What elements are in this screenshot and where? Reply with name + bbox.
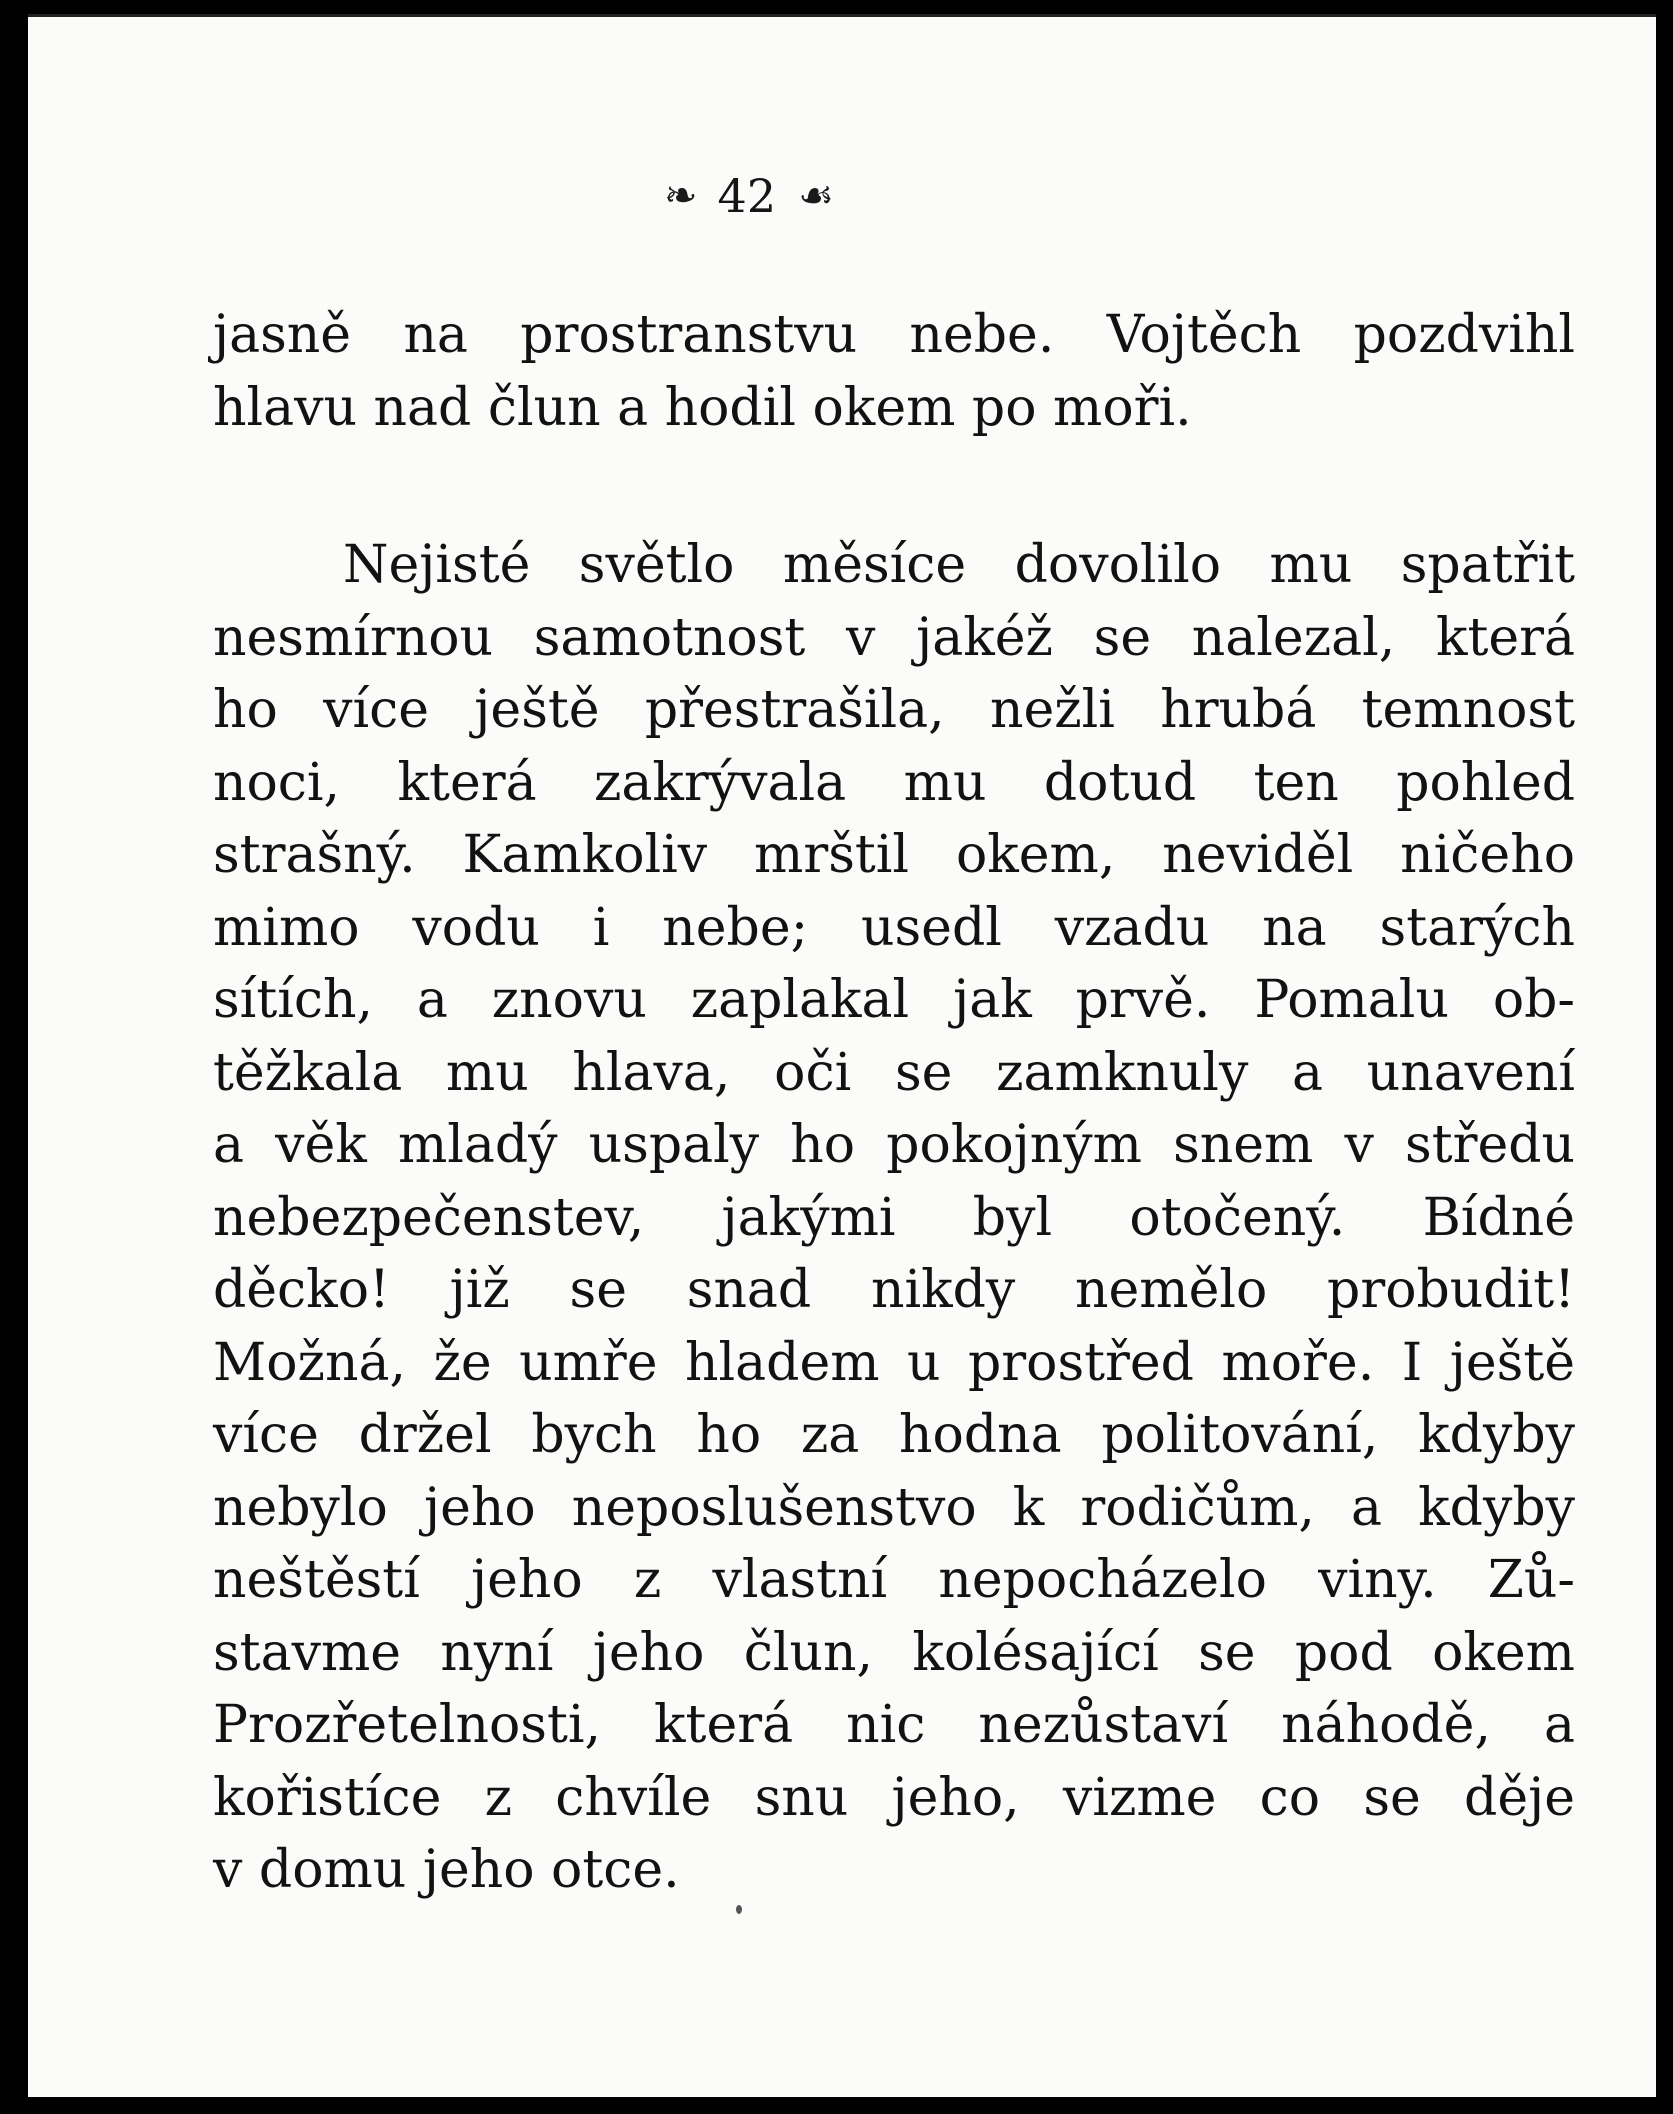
ornament-right-icon: ☙ <box>798 173 832 219</box>
book-page <box>28 14 1656 2097</box>
text-line: děcko! již se snad nikdy nemělo probudit! <box>213 1260 1575 1320</box>
text-line: Možná, že umře hladem u prostřed moře. I ještě <box>213 1332 1575 1393</box>
body-text <box>213 299 1575 1907</box>
text-line: neštěstí jeho z vlastní nepocházelo viny. Zů- <box>213 1550 1575 1610</box>
text-line: ho více ještě přestrašila, nežli hrubá temnost <box>213 680 1575 740</box>
text-line: Prozřetelnosti, která nic nezůstaví náhodě, a <box>213 1695 1575 1755</box>
text-line: strašný. Kamkoliv mrštil okem, neviděl ničeho <box>213 825 1575 885</box>
text-line: stavme nyní jeho člun, kolésající se pod okem <box>213 1622 1575 1683</box>
text-line: hlavu nad člun a hodil okem po moři. <box>213 377 1192 438</box>
text-line: nesmírnou samotnost v jakéž se nalezal, která <box>213 607 1575 668</box>
paragraph-2 <box>213 529 1575 1907</box>
text-line: jasně na prostranstvu nebe. Vojtěch pozdvihl <box>213 305 1575 365</box>
page-number: 42 <box>717 169 777 223</box>
text-line: nebezpečenstev, jakými byl otočený. Bídné <box>213 1187 1575 1248</box>
text-line: noci, která zakrývala mu dotud ten pohled <box>213 752 1575 813</box>
text-line: těžkala mu hlava, oči se zamknuly a unavení <box>213 1042 1575 1103</box>
text-line: kořistíce z chvíle snu jeho, vizme co se děje <box>213 1767 1575 1828</box>
text-line: nebylo jeho neposlušenstvo k rodičům, a kdyby <box>213 1477 1575 1538</box>
text-line: sítích, a znovu zaplakal jak prvě. Pomalu ob- <box>213 970 1575 1030</box>
text-line: Nejisté světlo měsíce dovolilo mu spatřit <box>343 535 1575 595</box>
text-line: v domu jeho otce. <box>213 1840 680 1900</box>
text-line: mimo vodu i nebe; usedl vzadu na starých <box>213 897 1575 958</box>
text-line: a věk mladý uspaly ho pokojným snem v středu <box>213 1115 1575 1175</box>
text-line: více držel bych ho za hodna politování, kdyby <box>213 1405 1575 1465</box>
ink-speck <box>736 1905 742 1914</box>
ornament-left-icon: ❧ <box>664 173 696 219</box>
page-header <box>28 169 1468 223</box>
paragraph-1 <box>213 299 1575 444</box>
